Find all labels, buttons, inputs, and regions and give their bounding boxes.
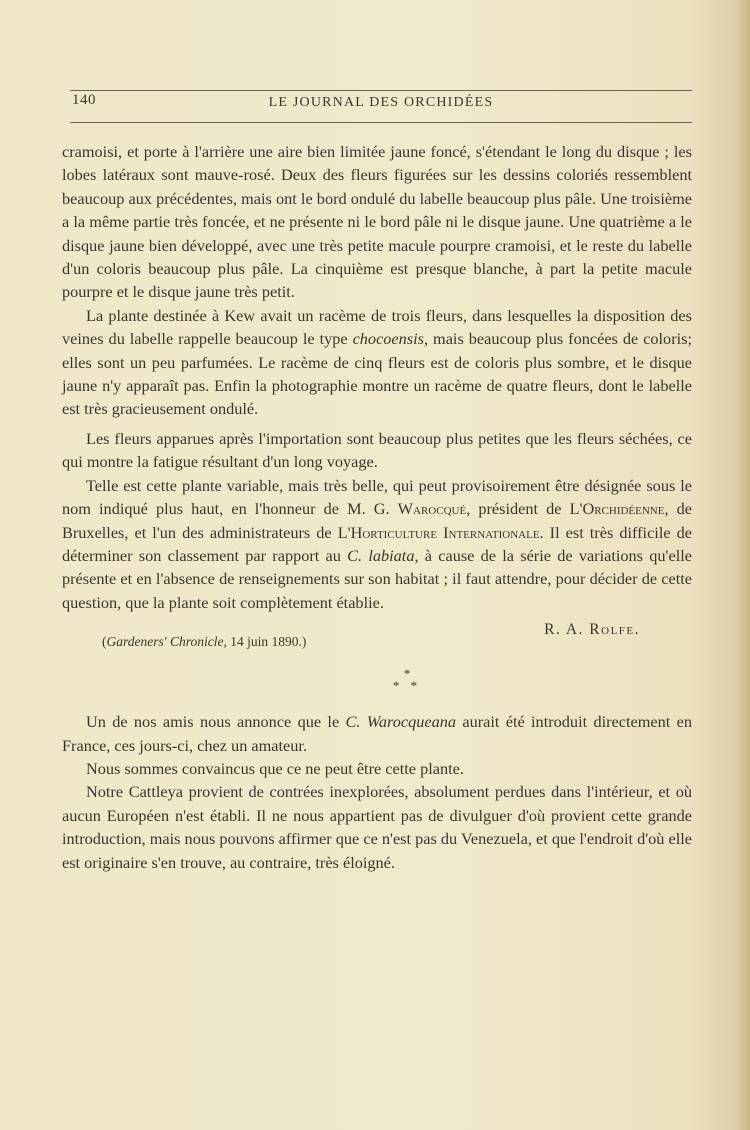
paragraph-4-text-d: . Il est très difficile de déterminer son classement par rapport au [62,522,692,565]
article-body [62,140,692,874]
paragraph-5 [62,710,692,757]
paragraph-5-text-a: Un de nos amis nous annonce que le [86,712,346,732]
page-number: 140 [72,92,96,108]
paragraph-4-text-c: , de Bruxelles, et l'un des administrateurs de [62,499,693,542]
paragraph-4-text-a: Telle est cette plante variable, mais très belle, qui peut provisoirement être désignée sous le nom indiqué plus haut, en l'honneur de M. G. [62,475,692,519]
asterism-bottom-stars: * * [392,678,422,694]
paragraph-4-text-e: à cause de la série de variations qu'elle présente et en l'absence de renseignements sur son habitat ; il faut attendre, pour décider de cette question, que la plante soit complètement établie. [62,545,692,612]
author-signature: R. A. Rolfe. [544,621,640,639]
citation-open: ( [102,634,107,650]
name-warocque: Warocqué [397,499,467,519]
journal-title: LE JOURNAL DES ORCHIDÉES [268,95,494,110]
section-divider-asterism [62,668,692,710]
paragraph-6: Nous sommes convaincus que ce ne peut être cette plante. [86,758,464,778]
citation-date: 14 juin 1890.) [226,634,307,650]
paragraph-2 [62,304,692,421]
asterism-top-star: * [403,666,411,682]
species-name-chocoensis: chocoensis [352,329,424,349]
species-name-warocqueana: C. Warocqueana [345,712,457,732]
name-horticulture-internationale: L'Horticulture Internationale [337,522,540,542]
name-orchideenne: L'Orchidéenne [569,499,665,519]
paragraph-4 [62,474,692,614]
paragraph-5-text-b: aurait été introduit directement en France, ces jours-ci, chez un amateur. [62,712,692,755]
header-rule-top [70,90,692,91]
citation-source: Gardeners' Chronicle, [106,634,227,650]
species-name-labiata: C. labiata, [347,545,419,565]
paragraph-1: cramoisi, et porte à l'arrière une aire bien limitée jaune foncé, s'étendant le long du disque ; les lobes latéraux sont mauve-rosé. Deux des fleurs figurées sur les dessins coloriés ressemblent beaucoup aux précédentes, mais ont le bord ondulé du labelle beaucoup plus pâle. Une troisième a la même partie très foncée, et ne présente ni le bord pâle ni le disque jaune. Une quatrième a le disque jaune bien développé, avec une très petite macule pourpre cramoisi, et le reste du labelle d'un coloris beaucoup plus pâle. La cinquième est presque blanche, à part la petite macule pourpre et le disque jaune très petit. [62,142,692,302]
source-citation [102,630,306,653]
paragraph-3: Les fleurs apparues après l'importation sont beaucoup plus petites que les fleurs séchées, ce qui montre la fatigue résultant d'un long voyage. [62,428,692,472]
paragraph-7: Notre Cattleya provient de contrées inexplorées, absolument perdues dans l'intérieur, et où aucun Européen n'est établi. Il ne nous appartient pas de divulguer d'où provient cette grande introduction, mais nous pouvons affirmer que ce n'est pas du Venezuela, et que l'endroit d'où elle est originaire s'en trouve, au contraire, très éloigné. [62,782,692,872]
signature-row [62,618,692,652]
paragraph-2-text-b: , mais beaucoup plus foncées de coloris; elles sont un peu parfumées. Le racème de cinq fleurs est de coloris plus sombre, et le disque jaune n'y apparaît pas. Enfin la photographie montre un racème de quatre fleurs, dont le labelle est très gracieusement ondulé. [62,329,693,419]
paragraph-2-text-a: La plante destinée à Kew avait un racème de trois fleurs, dans lesquelles la disposition des veines du labelle rappelle beaucoup le type [62,305,692,349]
header-rule-bottom [70,122,692,123]
page-edge-shadow [736,0,750,1130]
running-header [70,90,692,120]
paragraph-4-text-b: , président de [466,499,570,519]
